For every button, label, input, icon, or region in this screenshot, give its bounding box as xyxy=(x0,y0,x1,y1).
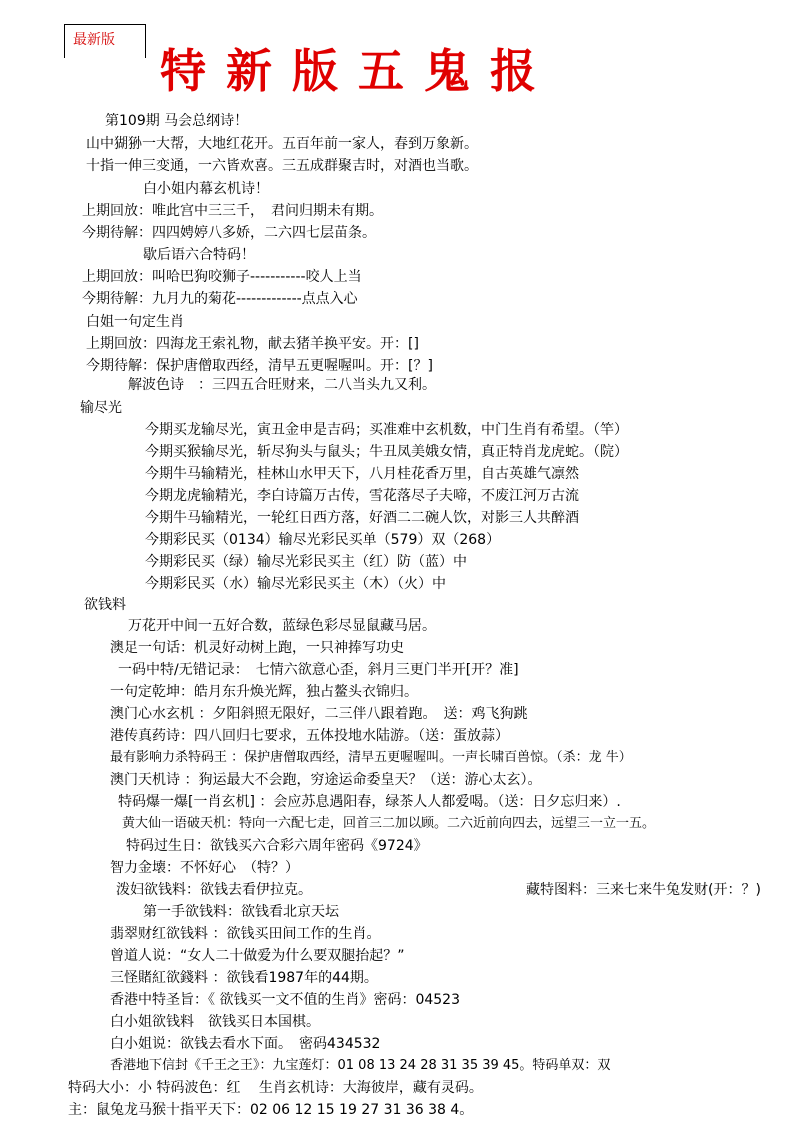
text-line: 澳门天机诗 ：狗运最大不会跑，穷途运命委皇天？（送：游心太玄）。 xyxy=(110,772,542,788)
text-line: 解波色诗 ：三四五合旺财来，二八当头九又利。 xyxy=(128,377,436,393)
text-line: 今期买龙输尽光，寅丑金申是吉码；买准难中玄机数，中门生肖有希望。（竿） xyxy=(145,422,628,438)
text-line: 今期彩民买（0134）输尽光彩民买单（579）双（268） xyxy=(145,532,501,548)
text-line: 今期牛马输精光，桂林山水甲天下，八月桂花香万里，自古英雄气凛然 xyxy=(145,466,579,482)
text-line: 主：鼠兔龙马猴十指平天下：02 06 12 15 19 27 31 36 38 4。 xyxy=(68,1102,474,1118)
text-line: 黄大仙一语破天机：特向一六配七走，回首三二加以顾。二六近前向四去，远望三一立一五。 xyxy=(122,816,656,831)
section-heading: 白姐一句定生肖 xyxy=(86,314,184,330)
text-line: 香港地下信封《千王之王》：九宝莲灯：01 08 13 24 28 31 35 39 45。特码单双：双 xyxy=(110,1058,611,1073)
text-line: 今期彩民买（绿）输尽光彩民买主（红）防（蓝）中 xyxy=(145,554,467,570)
text-line: 上期回放：唯此宫中三三千， 君问归期未有期。 xyxy=(82,203,383,219)
text-line: 特码爆一爆[一肖玄机] ：会应苏息遇阳春，绿茶人人都爱喝。（送：日夕忘归来）. xyxy=(118,794,621,810)
text-line: 最有影响力杀特码王 ：保护唐僧取西经，清早五更喔喔叫。一声长啸百兽惊。（杀：龙 牛） xyxy=(110,750,632,765)
text-line: 今期待解：四四娉婷八多娇，二六四七层苗条。 xyxy=(82,225,376,241)
section-heading: 输尽光 xyxy=(80,400,122,416)
text-line: 藏特图料：三来七来牛兔发财(开：？) xyxy=(526,882,761,898)
text-line: 澳门心水玄机 ：夕阳斜照无限好，二三伴八跟着跑。 送：鸡飞狗跳 xyxy=(110,706,528,722)
text-line: 澳足一句话：机灵好动树上跑，一只神捧写功史 xyxy=(110,640,404,656)
badge-label: 最新版 xyxy=(73,32,115,48)
text-line: 泼妇欲钱料：欲钱去看伊拉克。 xyxy=(116,882,312,898)
text-line: 上期回放：叫哈巴狗咬狮子-----------咬人上当 xyxy=(82,269,362,285)
text-line: 今期待解：保护唐僧取西经，清早五更喔喔叫。开：[？] xyxy=(86,358,433,374)
text-line: 白小姐欲钱料 欲钱买日本国棋。 xyxy=(110,1014,320,1030)
section-heading: 歇后语六合特码！ xyxy=(143,247,255,263)
text-line: 特码大小：小 特码波色：红 生肖玄机诗：大海彼岸，藏有灵码。 xyxy=(68,1080,483,1096)
text-line: 三怪賭紅欲錢料 ：欲钱看1987年的44期。 xyxy=(110,970,378,986)
page-title: 特新版五鬼报 xyxy=(160,44,556,98)
issue-heading: 第109期 马会总纲诗！ xyxy=(105,113,249,129)
text-line: 一码中特/无错记录： 七情六欲意心歪，斜月三更门半开[开？准] xyxy=(118,662,519,678)
text-line: 智力金壊：不怀好心 （特？） xyxy=(110,860,299,876)
text-line: 今期彩民买（水）输尽光彩民买主（木）（火）中 xyxy=(145,576,446,592)
text-line: 今期待解：九月九的菊花-------------点点入心 xyxy=(82,291,358,307)
text-line: 第一手欲钱料：欲钱看北京天坛 xyxy=(143,904,339,920)
latest-edition-badge xyxy=(64,24,146,58)
text-line: 白小姐说：欲钱去看水下面。 密码434532 xyxy=(110,1036,381,1052)
text-line: 万花开中间一五好合数，蓝绿色彩尽显鼠藏马居。 xyxy=(128,618,436,634)
section-heading: 白小姐内幕玄机诗！ xyxy=(143,181,269,197)
text-line: 一句定乾坤：皓月东升焕光辉，独占鳌头衣锦归。 xyxy=(110,684,418,700)
text-line: 今期龙虎输精光，李白诗篇万古传，雪花落尽子夫啼，不废江河万古流 xyxy=(145,488,579,504)
text-line: 特码过生日：欲钱买六合彩六周年密码《9724》 xyxy=(126,838,428,854)
text-line: 翡翠财红欲钱料 ：欲钱买田间工作的生肖。 xyxy=(110,926,381,942)
section-heading: 欲钱料 xyxy=(84,597,126,613)
text-line: 今期买猴输尽光，斩尽狗头与鼠头；牛丑凤美娥女情，真正特肖龙虎蛇。（院） xyxy=(145,444,628,460)
poem-line: 十指一伸三变通，一六皆欢喜。三五成群聚吉时，对酒也当歌。 xyxy=(86,158,478,174)
text-line: 今期牛马输精光，一轮红日西方落，好酒二二碗人饮，对影三人共醉酒 xyxy=(145,510,579,526)
text-line: 上期回放：四海龙王索礼物，献去猪羊换平安。开：[] xyxy=(86,336,419,352)
text-line: 香港中特圣旨：《 欲钱买一文不值的生肖》密码：04523 xyxy=(110,992,460,1008)
text-line: 曾道人说：“女人二十做爱为什么要双腿抬起？” xyxy=(110,948,405,964)
poem-line: 山中猢狲一大帮，大地红花开。五百年前一家人，春到万象新。 xyxy=(86,136,478,152)
text-line: 港传真药诗：四八回归七要求，五体投地水陆游。（送：蛋放蒜） xyxy=(110,728,509,744)
